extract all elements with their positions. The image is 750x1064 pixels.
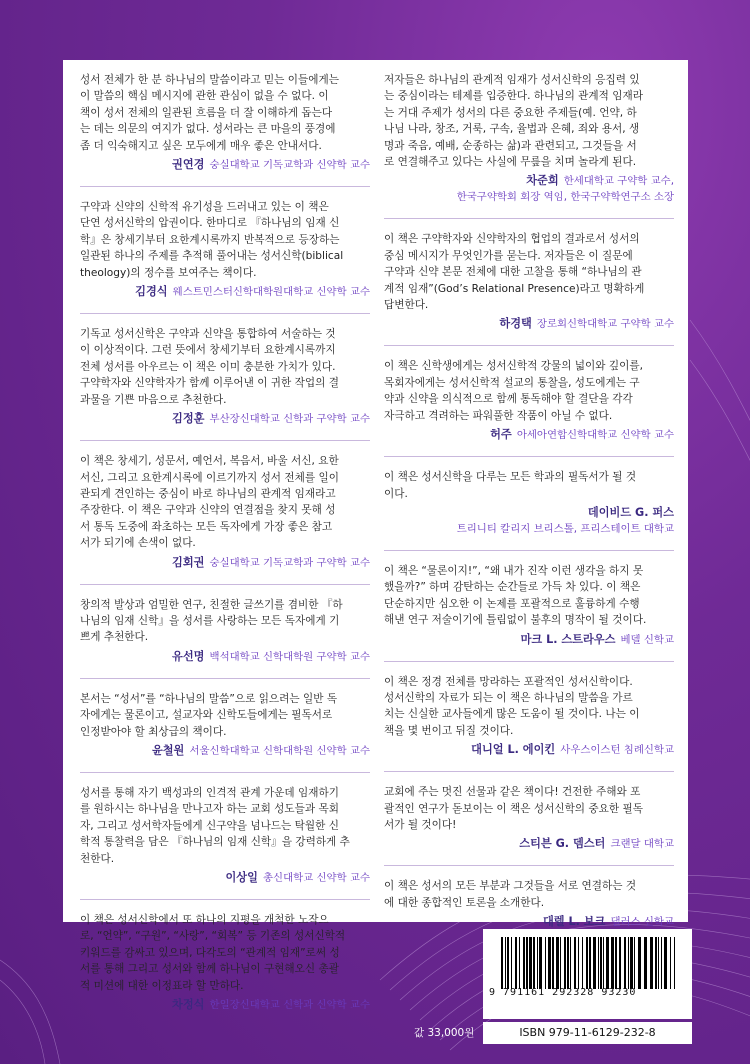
barcode-bar [615,937,617,989]
barcode-bar [600,937,602,989]
barcode-bar [537,937,538,989]
reviewer-name: 하경택 [499,317,532,331]
divider [80,440,370,441]
review-block [80,453,370,570]
barcode-bar [578,937,579,989]
barcode-bar [560,937,561,989]
reviewer-affiliation-line2: 한국구약학회 회장 역임, 한국구약학연구소 소장 [456,191,674,204]
barcode-bar [529,937,532,989]
review-text: 창의적 발상과 엄밀한 연구, 친절한 글쓰기를 겸비한 『하 나님의 임재 신학』을 성서를 사랑하는 모든 독자에게 기 쁘게 추천한다. [80,598,343,644]
reviewer-affiliation-line2: 트리니티 칼리지 브리스톨, 프리스테이트 대학교 [456,522,674,535]
reviewer-name: 이상일 [225,871,258,884]
barcode-bar [582,937,583,989]
reviewer-name: 스티븐 G. 뎀스터 [519,837,606,851]
barcode-number: 9 791161 292328 93230 [489,987,637,998]
review-text: 이 책은 성서의 모든 부분과 그것들을 서로 연결하는 것 에 대한 종합적인 토론을 소개한다. [384,880,637,909]
divider [384,218,674,219]
reviewer-signature [384,740,674,758]
reviewer-name: 권연경 [172,158,205,172]
review-block [384,563,674,648]
divider [384,771,674,772]
review-text: 이 책은 신학생에게는 성서신학적 강물의 넓이와 깊이를, 목회자에게는 성서신학적 설교의 통찰을, 성도에게는 구 약과 신약을 의식적으로 함께 통독해야 할 결단을 각각 자극하고 격려하는 파워풀한 작품이 아닐 수 없다. [384,360,643,422]
reviewer-signature [80,995,370,1013]
divider [384,456,674,457]
review-text: 구약과 신약의 신학적 유기성을 드러내고 있는 이 책은 단연 성서신학의 압권이다. 한마디로 『하나님의 임재 신 학』은 창세기부터 요한계시록까지 반복적으로 등장하는 일관된 하나의 주제를 추적해 풀어내는 성서신학(biblical theology)의 정수를 보여주는 책이다. [80,201,344,279]
reviewer-affiliation: 한세대학교 구약학 교수, [563,175,674,188]
barcode-bar [619,937,621,989]
reviewer-signature [80,868,370,886]
barcode-bar [658,937,659,989]
barcode-bar [523,937,525,989]
barcode-bar [650,937,653,989]
divider [384,865,674,866]
divider [384,550,674,551]
reviewer-signature [384,912,674,930]
barcode-bar [539,937,542,989]
review-block [384,784,674,852]
reviewer-name: 김정훈 [172,412,205,426]
reviewer-affiliation: 총신대학교 신약학 교수 [263,872,370,884]
barcode-bar [556,937,559,989]
reviewer-signature [80,155,370,173]
reviewer-affiliation: 크랜달 대학교 [610,838,674,851]
barcode-bar [655,937,657,989]
barcode-bar [511,937,512,989]
reviewer-name: 마크 L. 스트라우스 [520,632,616,646]
review-text: 이 책은 정경 전체를 망라하는 포괄적인 성서신학이다. 성서신학의 자료가 되는 이 책은 하나님의 말씀을 가르 치는 신실한 교사들에게 많은 도움이 될 것이다. 나는 이 책을 몇 번이고 뒤질 것이다. [384,675,640,737]
barcode-bar [630,937,633,989]
reviewer-signature [80,647,370,665]
barcode-bar [519,937,520,989]
barcode-bar [606,937,609,989]
barcode-bar [603,937,604,989]
review-text: 성서 전체가 한 분 하나님의 말씀이라고 믿는 이들에게는 이 말씀의 핵심 메시지에 관한 관심이 없을 수 없다. 이 책이 성서 전체의 일관된 흐름을 더 잘 이해하게 돕는다 는 데는 의문의 여지가 없다. 성서라는 큰 마을의 풍경에 좀 더 익숙해지고 싶은 모두에게 매우 좋은 안내서다. [80,74,339,152]
review-text: 교회에 주는 멋진 선물과 같은 책이다! 건전한 주해와 포 괄적인 연구가 돋보이는 이 책은 성서신학의 중요한 필독 서가 될 것이다! [384,786,643,831]
divider [80,772,370,773]
review-text: 이 책은 구약학자와 신약학자의 협업의 결과로서 성서의 중심 메시지가 무엇인가를 묻는다. 저자들은 이 질문에 구약과 신약 본문 전체에 대한 고찰을 통해 “하나님의 관 계적 임재”(God’s Relational Presence)라고 명확하게 답변한다. [384,233,645,312]
reviewer-affiliation: 베델 신학교 [620,633,674,646]
divider [80,678,370,679]
reviewer-name: 김경식 [135,285,168,299]
reviewer-signature [80,553,370,571]
review-block [384,674,674,759]
reviewer-signature [384,630,674,648]
reviewer-affiliation: 사우스이스턴 침례신학교 [560,744,674,757]
reviewer-signature [80,741,370,759]
reviewer-signature [384,834,674,852]
review-block [80,785,370,886]
barcode-bar [611,937,614,989]
reviewer-name: 김회권 [172,555,205,569]
barcode-bar [638,937,641,989]
review-block [80,72,370,173]
barcode-bar [628,937,629,989]
reviewer-name: 대렐 L. 보크 [542,915,606,929]
review-text: 본서는 “성서”를 “하나님의 말씀”으로 읽으려는 일반 독 자에게는 물론이고, 설교자와 신학도들에게는 필독서로 인정받아야 할 최상급의 책이다. [80,692,338,738]
reviewer-affiliation: 서울신학대학교 신학대학원 신약학 교수 [189,744,370,757]
barcode-bar [564,937,566,989]
reviewer-affiliation: 장로회신학대학교 구약학 교수 [536,318,674,331]
reviewer-affiliation: 백석대학교 신학대학원 구약학 교수 [209,650,370,663]
reviewer-affiliation: 숭실대학교 기독교학과 신약학 교수 [209,159,370,172]
review-text: 저자들은 하나님의 관계적 임재가 성서신학의 응집력 있 는 중심이라는 테제를 입증한다. 하나님의 관계적 임재라 는 거대 주제가 성서의 다른 중요한 주제들(예. 언약, 하 나님 나라, 창조, 거룩, 구속, 율법과 은혜, 죄와 용서, 생 명과 죽음, 예배, 순종하는 삶)과 관련되고, 그것들을 서 로 연결해주고 있다는 사실에 무릎을 치며 놀라게 된다. [384,74,643,169]
review-block [384,878,674,930]
reviewer-signature [80,282,370,300]
price-label: 값 33,000원 [414,1027,475,1039]
barcode-bar [548,937,551,989]
barcode-bar [674,937,675,989]
reviewer-name: 유선명 [172,649,205,663]
reviewer-name: 차정식 [172,998,205,1012]
isbn-label: ISBN 979-11-6129-232-8 [483,1022,692,1044]
divider [384,345,674,346]
barcode-bar [664,937,667,989]
reviewer-signature [384,425,674,443]
barcode-bar [574,937,576,989]
reviewer-affiliation: 숭실대학교 기독교학과 구약학 교수 [209,556,370,569]
review-block [80,326,370,427]
divider [384,661,674,662]
barcode-bar [507,937,509,989]
divider [80,186,370,187]
barcode-bar [634,937,635,989]
review-block [80,199,370,300]
review-block [80,597,370,665]
reviewer-affiliation: 부산장신대학교 신학과 구약학 교수 [209,413,370,426]
reviewer-affiliation: 아세아연합신학대학교 신약학 교수 [516,429,674,442]
reviewer-affiliation: 한일장신대학교 신학과 신약학 교수 [209,999,370,1012]
barcode-bar [505,937,506,989]
barcode-bar [567,937,569,989]
barcode-bars [501,937,681,989]
barcode-bar [598,937,599,989]
reviewer-affiliation: 웨스트민스터신학대학원대학교 신약학 교수 [172,286,370,299]
review-text: 성서를 통해 자기 백성과의 인격적 관계 가운데 임재하기 를 원하시는 하나님을 만나고자 하는 교회 성도들과 목회 자, 그리고 성서학자들에게 신구약을 넘나드는 탁월한 신 학적 통찰력을 담은 『하나님의 임재 신학』을 강력하게 추 천한다. [80,786,350,865]
reviewer-signature [384,314,674,332]
reviewer-signature [384,503,674,537]
divider [80,584,370,585]
divider [80,899,370,900]
reviewer-name: 대니얼 L. 에이킨 [471,743,556,757]
reviewer-name: 차준희 [526,174,559,188]
barcode-bar [644,937,647,989]
barcode-bar [670,937,671,989]
barcode-bar [589,937,591,989]
barcode-bar [624,937,626,989]
reviewer-name: 데이비드 G. 퍼스 [587,505,674,519]
divider [80,313,370,314]
barcode-bar [552,937,554,989]
reviewer-signature [80,409,370,427]
review-block [80,691,370,759]
review-block [80,912,370,1013]
reviewer-name: 윤철원 [151,743,185,757]
review-text: 기독교 성서신학은 구약과 신약을 통합하여 서술하는 것 이 이상적이다. 그런 뜻에서 창세기부터 요한계시록까지 전체 성서를 아우르는 이 책은 이미 충분한 가치가 있다. 구약학자와 신약학자가 함께 이루어낸 이 귀한 작업의 결 과물을 기쁜 마음으로 추천한다. [80,328,339,406]
barcode-bar [545,937,546,989]
review-block [384,469,674,537]
reviewer-signature [384,171,674,205]
isbn-barcode [483,929,692,1019]
review-block [384,231,674,332]
barcode-bar [570,937,571,989]
review-text: 이 책은 “물론이지!”, “왜 내가 진작 이런 생각을 하지 못 했을까?” 하며 감탄하는 순간들로 가득 차 있다. 이 책은 단순하지만 심오한 이 논제를 포괄적으로 훌륭하게 수행 해낸 연구 저술이기에 틀림없이 불후의 명작이 될 것이다. [384,564,647,627]
review-text: 이 책은 성서신학을 다루는 모든 학과의 필독서가 될 것 이다. [384,471,637,500]
review-text: 이 책은 성서신학에서 또 하나의 지평을 개척한 노작으 로, “언약”, “구원”, “사랑”, “회복” 등 기존의 성서신학적 키워드를 감싸고 있으며, 다각도의 “관계적 임재”로써 성 서를 통해 그리고 성서와 함께 하나님이 구현해오신 총괄 적 미션에 대한 이정표라 할 만하다. [80,914,346,992]
reviewer-name: 허주 [490,428,512,442]
reviews-left-column [80,72,370,1026]
reviews-right-column [384,72,674,943]
barcode-bar [526,937,528,989]
review-block [384,358,674,443]
barcode-bar [515,937,517,989]
barcode-bar [501,937,503,989]
barcode-bar [661,937,662,989]
review-block [384,72,674,205]
reviewer-affiliation: 댈러스 신학교 [610,916,674,929]
review-text: 이 책은 창세기, 성문서, 예언서, 복음서, 바울 서신, 요한 서신, 그리고 요한계시록에 이르기까지 성서 전체를 일이 관되게 견인하는 중심이 바로 하나님의 관계적 임재라고 주장한다. 이 책은 구약과 신약의 연결점을 찾지 못해 성 서 통독 도중에 좌초하는 모든 독자에게 가장 좋은 참고 서가 되기에 손색이 없다. [80,455,339,550]
barcode-bar [533,937,535,989]
barcode-bar [586,937,588,989]
barcode-bar [593,937,596,989]
